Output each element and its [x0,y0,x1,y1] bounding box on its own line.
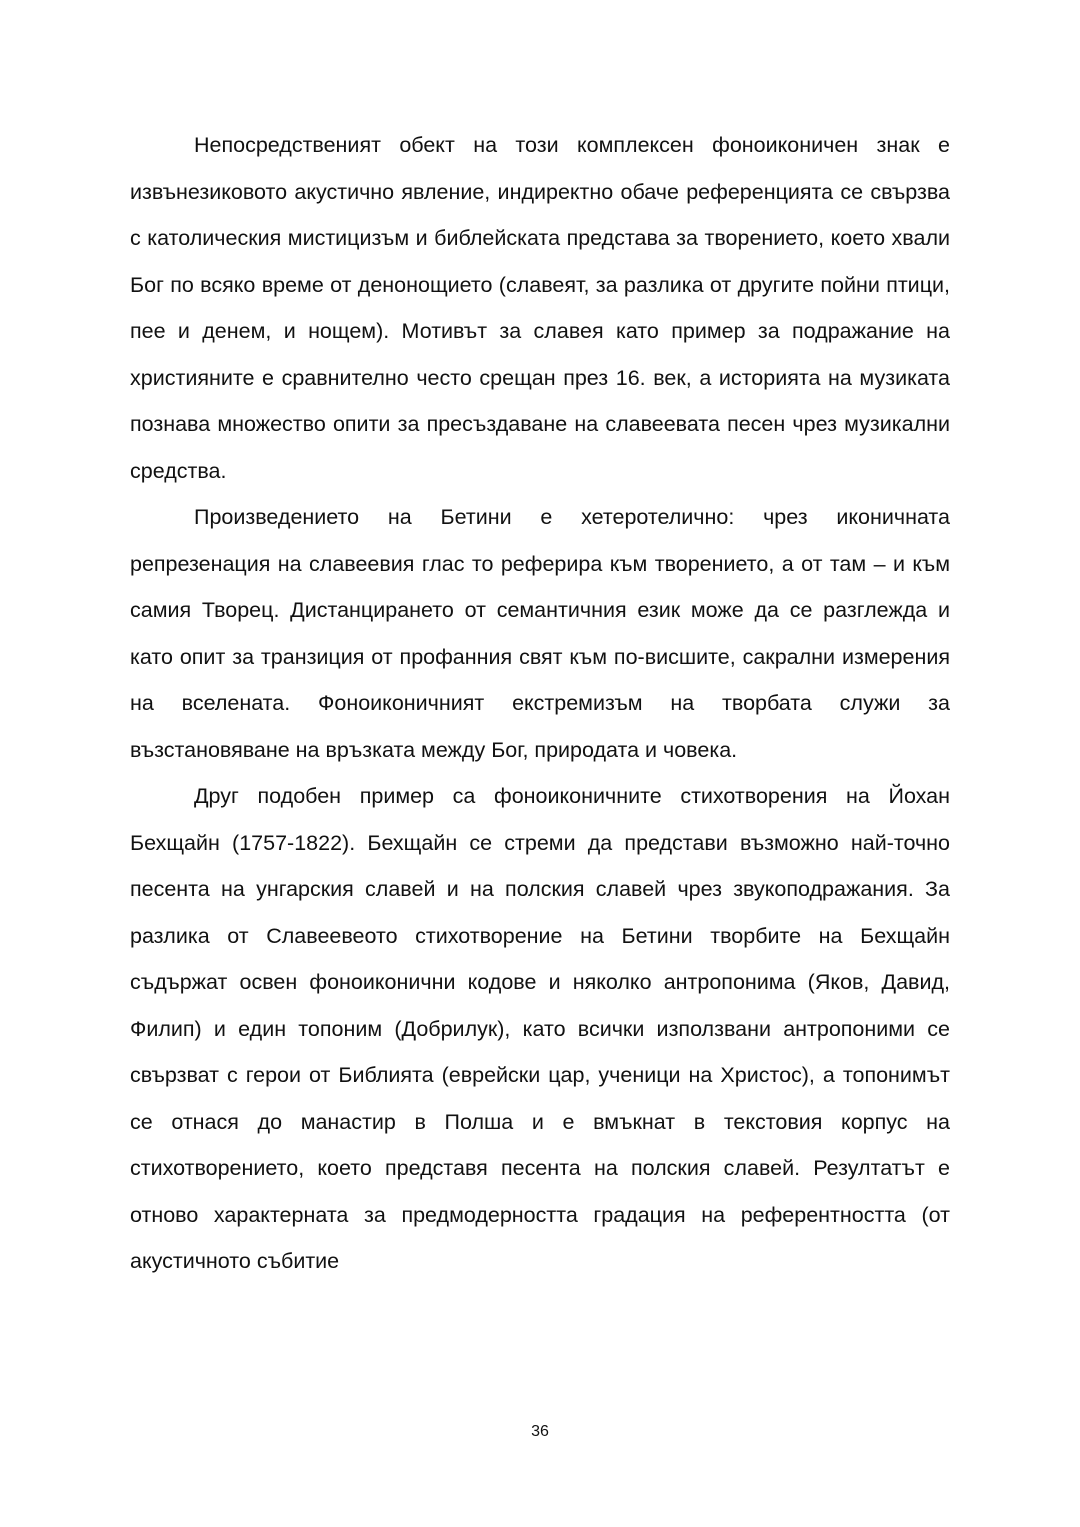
body-text [130,122,950,1285]
paragraph-2: Произведението на Бетини е хетеротелично: чрез иконичната репрезенация на славеевия глас то реферира към творението, а от там – и към самия Творец. Дистанцирането от семантичния език може да се разглежда и като опит за транзиция от профанния свят към по-висшите, сакрални измерения на вселената. Фоноиконичният екстремизъм на творбата служи за възстановяване на връзката между Бог, природата и човека. [130,505,950,762]
page-number: 36 [531,1423,549,1440]
paragraph-3: Друг подобен пример са фоноиконичните стихотворения на Йохан Бехщайн (1757-1822). Бехщайн се стреми да представи възможно най-точно песента на унгарския славей и на полския славей чрез звукоподражания. За разлика от Славеевеото стихотворение на Бетини творбите на Бехщайн съдържат освен фоноиконични кодове и няколко антропонима (Яков, Давид, Филип) и един топоним (Добрилук), като всички използвани антропоними се свързват с герои от Библията (еврейски цар, ученици на Христос), а топонимът се отнася до манастир в Полша и е вмъкнат в текстовия корпус на стихотворението, което представя песента на полския славей. Резултатът е отново характерната за предмодерността градация на референтността (от акустичното събитие [130,784,950,1273]
paragraph-1: Непосредственият обект на този комплексен фоноиконичен знак е извънезиковото акустично явление, индиректно обаче референцията се свързва с католическия мистицизъм и библейската представа за творението, което хвали Бог по всяко време от денонощието (славеят, за разлика от другите пойни птици, пее и денем, и нощем). Мотивът за славея като пример за подражание на християните е сравнително често срещан през 16. век, а историята на музиката познава множество опити за пресъздаване на славеевата песен чрез музикални средства. [130,133,950,483]
